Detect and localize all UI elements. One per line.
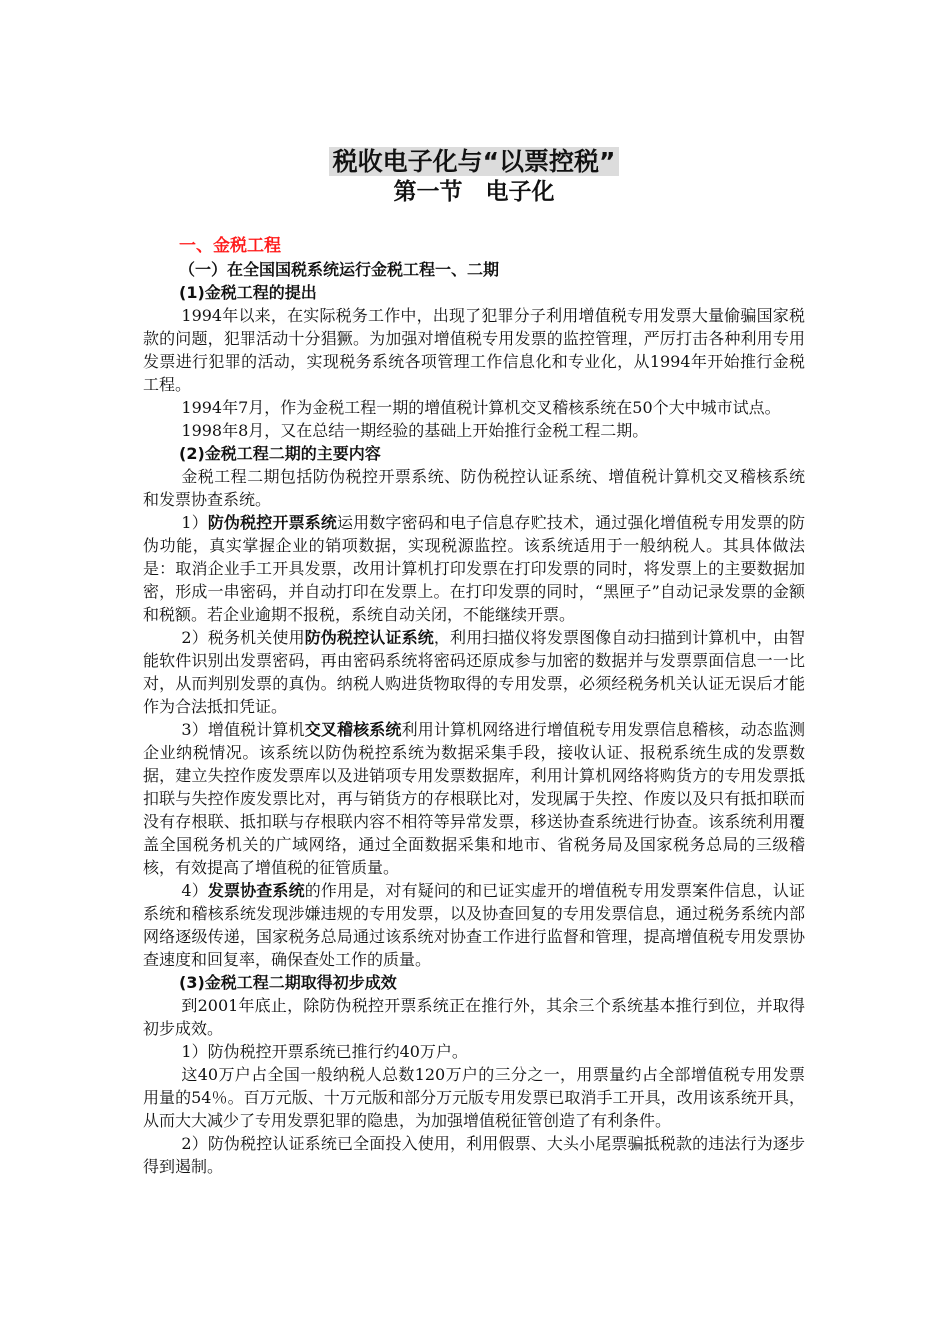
- document-title: 税收电子化与“以票控税”: [143, 148, 805, 176]
- paragraph: 到2001年底止，除防伪税控开票系统正在推行外，其余三个系统基本推行到位，并取得初步成效。: [143, 996, 805, 1038]
- paragraph: 金税工程二期包括防伪税控开票系统、防伪税控认证系统、增值税计算机交叉稽核系统和发票协查系统。: [143, 467, 805, 509]
- heading-proposal: (1)金税工程的提出: [179, 283, 317, 302]
- paragraph: 4）发票协查系统的作用是，对有疑问的和已证实虚开的增值税专用发票案件信息，认证系统和稽核系统发现涉嫌违规的专用发票，以及协查回复的专用发票信息，通过税务系统内部网络逐级传递，国家税务总局通过该系统对协查工作进行监督和管理，提高增值税专用发票协查速度和回复率，确保查处工作的质量。: [143, 881, 805, 969]
- paragraph: 1998年8月，又在总结一期经验的基础上开始推行金税工程二期。: [181, 421, 649, 440]
- section-subtitle: 第一节 电子化: [393, 179, 555, 205]
- document-body: [143, 148, 805, 1178]
- paragraph: 2）税务机关使用防伪税控认证系统，利用扫描仪将发票图像自动扫描到计算机中，由智能软件识别出发票密码，再由密码系统将密码还原成参与加密的数据并与发票票面信息一一比对，从而判别发票的真伪。纳税人购进货物取得的专用发票，必须经税务机关认证无误后才能作为合法抵扣凭证。: [143, 628, 805, 716]
- heading-results: (3)金税工程二期取得初步成效: [179, 973, 397, 992]
- bold-term: 交叉稽核系统: [304, 720, 402, 739]
- paragraph: 3）增值税计算机交叉稽核系统利用计算机网络进行增值税专用发票信息稽核，动态监测企业纳税情况。该系统以防伪税控系统为数据采集手段，接收认证、报税系统生成的发票数据，建立失控作废发票库以及进销项专用发票数据库，利用计算机网络将购货方的专用发票抵扣联与失控作废发票比对，再与销货方的存根联比对，发现属于失控、作废以及只有抵扣联而没有存根联、抵扣联与存根联内容不相符等异常发票，移送协查系统进行协查。该系统利用覆盖全国税务机关的广域网络，通过全面数据采集和地市、省税务局及国家税务总局的三级稽核，有效提高了增值税的征管质量。: [143, 720, 805, 877]
- paragraph: 这40万户占全国一般纳税人总数120万户的三分之一，用票量约占全部增值税专用发票用量的54％。百万元版、十万元版和部分万元版专用发票已取消手工开具，改用该系统开具，从而大大减少了专用发票犯罪的隐患，为加强增值税征管创造了有利条件。: [143, 1065, 805, 1130]
- bold-term: 防伪税控开票系统: [207, 513, 337, 532]
- bold-term: 发票协查系统: [207, 881, 305, 900]
- bold-term: 防伪税控认证系统: [304, 628, 434, 647]
- subheading-phase: （一）在全国国税系统运行金税工程一、二期: [179, 260, 500, 279]
- paragraph: 1）防伪税控开票系统运用数字密码和电子信息存贮技术，通过强化增值税专用发票的防伪功能，真实掌握企业的销项数据，实现税源监控。该系统适用于一般纳税人。其具体做法是：取消企业手工开具发票，改用计算机打印发票在打印发票的同时，将发票上的主要数据加密，形成一串密码，并自动打印在发票上。在打印发票的同时，“黑匣子”自动记录发票的金额和税额。若企业逾期不报税，系统自动关闭，不能继续开票。: [143, 513, 805, 624]
- paragraph: 2）防伪税控认证系统已全面投入使用，利用假票、大头小尾票骗抵税款的违法行为逐步得到遏制。: [143, 1134, 805, 1176]
- heading-golden-tax: 一、金税工程: [179, 236, 281, 256]
- paragraph: 1994年以来，在实际税务工作中，出现了犯罪分子利用增值税专用发票大量偷骗国家税款的问题，犯罪活动十分猖獗。为加强对增值税专用发票的监控管理，严厉打击各种利用专用发票进行犯罪的活动，实现税务系统各项管理工作信息化和专业化，从1994年开始推行金税工程。: [143, 306, 805, 394]
- paragraph: 1）防伪税控开票系统已推行约40万户。: [181, 1042, 468, 1061]
- heading-main-content: (2)金税工程二期的主要内容: [179, 444, 381, 463]
- paragraph: 1994年7月，作为金税工程一期的增值税计算机交叉稽核系统在50个大中城市试点。: [181, 398, 781, 417]
